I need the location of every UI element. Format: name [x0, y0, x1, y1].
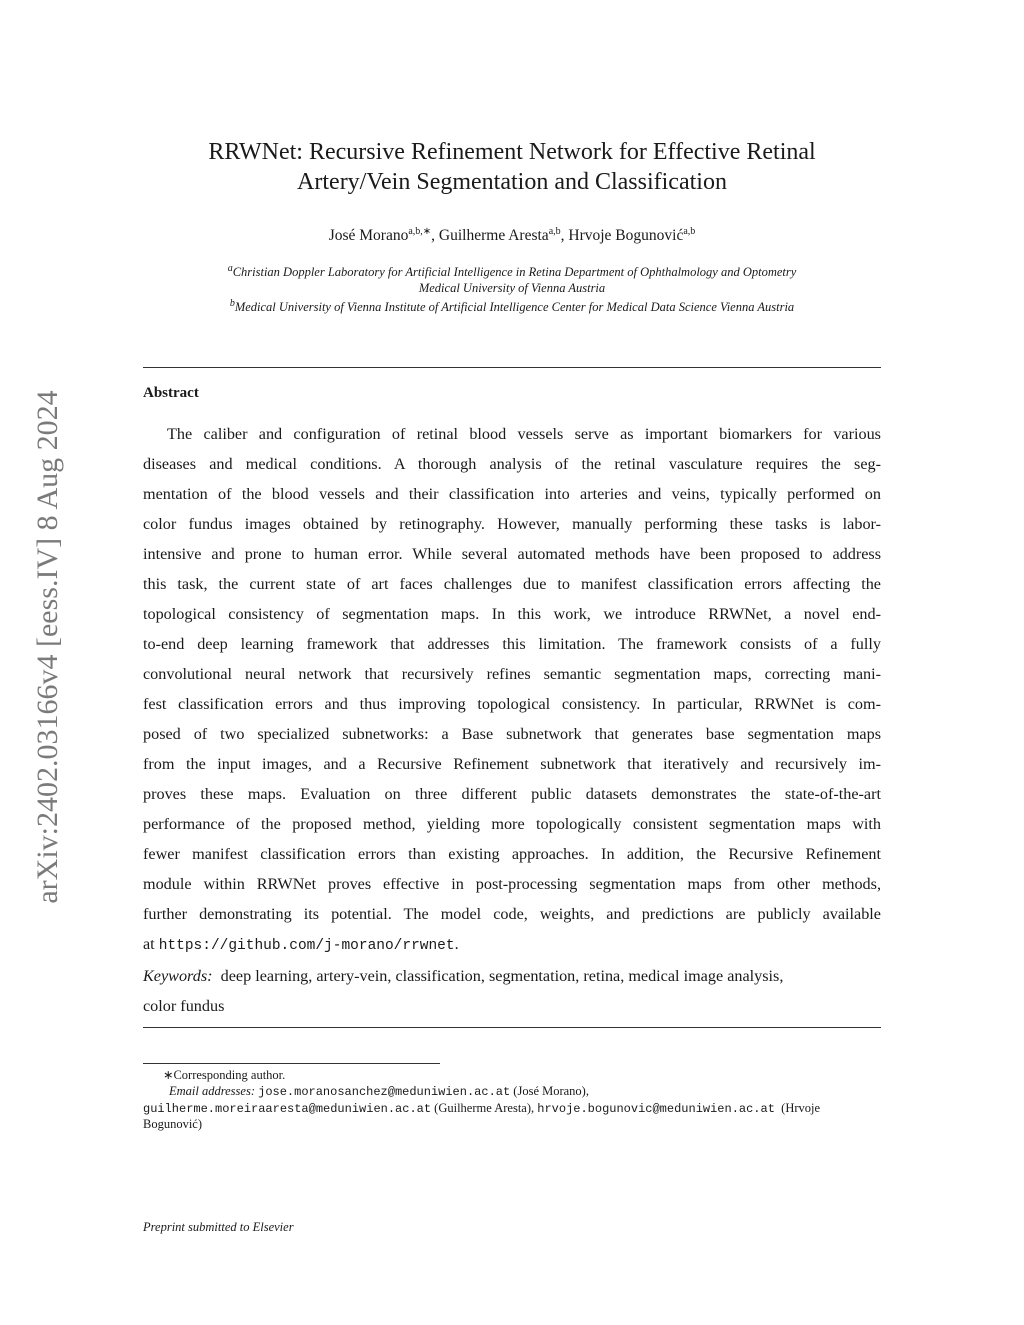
footnote — [143, 1068, 881, 1133]
top-rule — [143, 367, 881, 368]
abstract-line: The caliber and configuration of retinal blood vessels serve as important biomarkers for various — [167, 425, 881, 443]
abstract-line: from the input images, and a Recursive Refinement subnetwork that iteratively and recursively im- — [143, 755, 881, 773]
author-name: José Morano — [328, 227, 409, 245]
keywords-label: Keywords: — [143, 967, 213, 985]
title-line: Artery/Vein Segmentation and Classification — [297, 169, 727, 195]
email-owner: (Guilherme Aresta), — [434, 1100, 535, 1115]
keywords-text: color fundus — [143, 997, 225, 1015]
abstract-line — [143, 929, 881, 959]
email-owner: Bogunović) — [143, 1117, 203, 1132]
abstract-line: convolutional neural network that recursively refines semantic segmentation maps, correcting mani- — [143, 665, 881, 683]
abstract-line: module within RRWNet proves effective in post-processing segmentation maps from other methods, — [143, 875, 881, 893]
abstract-line: diseases and medical conditions. A thorough analysis of the retinal vasculature requires the seg- — [143, 455, 881, 473]
email-label: Email addresses: — [169, 1083, 255, 1098]
arxiv-identifier-stamp: arXiv:2402.03166v4 [eess.IV] 8 Aug 2024 — [31, 390, 64, 904]
paper-title — [0, 137, 1024, 197]
abstract-line: to-end deep learning framework that addresses this limitation. The framework consists of a fully — [143, 635, 881, 653]
abstract-line: topological consistency of segmentation maps. In this work, we introduce RRWNet, a novel end- — [143, 605, 881, 623]
affiliation-mark: a — [227, 263, 233, 274]
footnote-rule — [143, 1063, 440, 1064]
abstract-line: proves these maps. Evaluation on three different public datasets demonstrates the state-of-the-art — [143, 785, 881, 803]
abstract-line: posed of two specialized subnetworks: a Base subnetwork that generates base segmentation maps — [143, 725, 881, 743]
affiliation-mark: b — [229, 298, 235, 310]
author-affiliation-mark: a,b,∗ — [408, 226, 432, 237]
email-owner: (José Morano), — [513, 1083, 589, 1098]
author-affiliation-mark: a,b — [548, 226, 561, 237]
email-owner: (Hrvoje — [781, 1100, 821, 1115]
abstract-line: performance of the proposed method, yielding more topologically consistent segmentation maps with — [143, 815, 881, 833]
preprint-note: Preprint submitted to Elsevier — [143, 1220, 294, 1234]
email-link[interactable]: hrvoje.bogunovic@meduniwien.ac.at — [537, 1101, 775, 1116]
abstract-line: fewer manifest classification errors than existing approaches. In addition, the Recursive Refinement — [143, 845, 881, 863]
author-list: José Morano$^{a,b,∗}$, Guilherme Aresta$^{a,b}$, Hrvoje Bogunović$^{a,b}$ — [328, 226, 696, 245]
affiliation-text: Medical University of Vienna Austria — [418, 280, 606, 295]
email-link[interactable]: guilherme.moreiraaresta@meduniwien.ac.at — [143, 1101, 432, 1116]
abstract-text: at — [143, 935, 159, 953]
affiliations — [0, 261, 1024, 316]
author-name: Hrvoje Bogunović — [568, 227, 684, 245]
author-affiliation-mark: a,b — [683, 226, 696, 237]
abstract-body — [143, 419, 881, 959]
author-name: Guilherme Aresta — [438, 227, 549, 245]
abstract-line: this task, the current state of art faces challenges due to manifest classification errors affecting the — [143, 575, 881, 593]
abstract-text: . — [454, 935, 459, 953]
affiliation-text: Christian Doppler Laboratory for Artificial Intelligence in Retina Department of Ophthalmology and Optometry — [232, 265, 797, 280]
email-link[interactable]: jose.moranosanchez@meduniwien.ac.at — [258, 1084, 511, 1099]
title-line: RRWNet: Recursive Refinement Network for Effective Retinal — [208, 139, 816, 165]
code-repository-link[interactable]: https://github.com/j-morano/rrwnet — [158, 938, 455, 954]
abstract-line: further demonstrating its potential. The model code, weights, and predictions are publicly available — [143, 905, 881, 923]
corresponding-author-note: ∗Corresponding author. — [163, 1068, 286, 1082]
affiliation-text: Medical University of Vienna Institute of Artificial Intelligence Center for Medical Data Science Vienna Austria — [234, 300, 795, 315]
abstract-line: fest classification errors and thus improving topological consistency. In particular, RRWNet is com- — [143, 695, 881, 713]
abstract-heading: Abstract — [143, 385, 199, 401]
keywords-text: deep learning, artery-vein, classification, segmentation, retina, medical image analysis, — [220, 967, 784, 985]
abstract-line: intensive and prone to human error. While several automated methods have been proposed to address — [143, 545, 881, 563]
abstract-line: mentation of the blood vessels and their classification into arteries and veins, typically performed on — [143, 485, 881, 503]
keywords — [143, 961, 881, 1021]
abstract-line: color fundus images obtained by retinography. However, manually performing these tasks is labor- — [143, 515, 881, 533]
bottom-rule — [143, 1027, 881, 1028]
